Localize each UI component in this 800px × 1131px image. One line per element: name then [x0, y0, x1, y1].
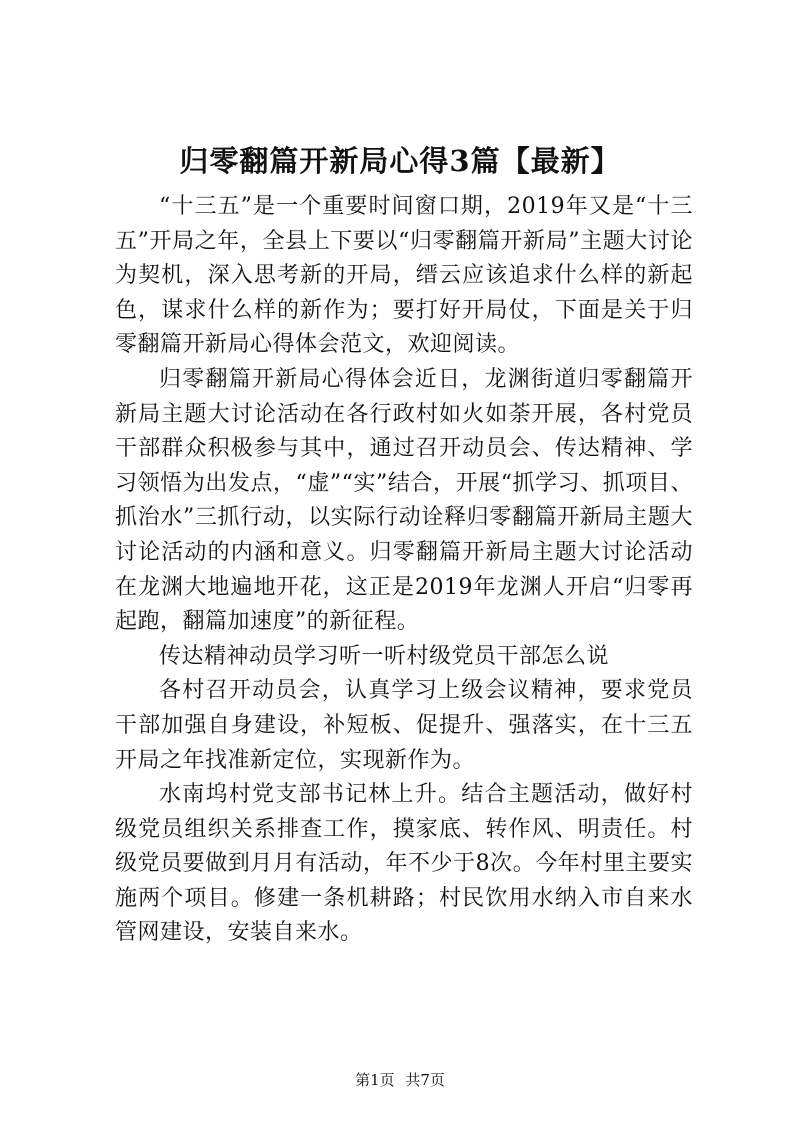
page-title: 归零翻篇开新局心得3篇【最新】 [179, 144, 621, 178]
paragraph-shuinanwu: 水南坞村党支部书记林上升。结合主题活动，做好村级党员组织关系排查工作，摸家底、转作风、明责任。村级党员要做到月月有活动，年不少于8次。今年村里主要实施两个项目。修建一条机耕路；村民饮用水纳入市自来水管网建设，安装自来水。 [115, 782, 693, 946]
page-number: 第1页 [355, 1071, 395, 1089]
document-body [115, 190, 693, 951]
paragraph-heading: 传达精神动员学习听一听村级党员干部怎么说 [159, 643, 610, 669]
paragraph-intro: “十三五”是一个重要时间窗口期，2019年又是“十三五”开局之年，全县上下要以“归零翻篇开新局”主题大讨论为契机，深入思考新的开局，缙云应该追求什么样的新起色，谋求什么样的新作为；要打好开局仗，下面是关于归零翻篇开新局心得体会范文，欢迎阅读。 [115, 194, 693, 358]
paragraph-meeting: 各村召开动员会，认真学习上级会议精神，要求党员干部加强自身建设，补短板、促提升、强落实，在十三五开局之年找准新定位，实现新作为。 [115, 678, 693, 773]
page-footer [0, 1070, 800, 1090]
page-total: 共7页 [405, 1071, 445, 1089]
paragraph-longyuan: 归零翻篇开新局心得体会近日，龙渊街道归零翻篇开新局主题大讨论活动在各行政村如火如荼开展，各村党员干部群众积极参与其中，通过召开动员会、传达精神、学习领悟为出发点，“虚”“实”结合，开展“抓学习、抓项目、抓治水”三抓行动，以实际行动诠释归零翻篇开新局主题大讨论活动的内涵和意义。归零翻篇开新局主题大讨论活动在龙渊大地遍地开花，这正是2019年龙渊人开启“归零再起跑，翻篇加速度”的新征程。 [115, 366, 693, 635]
